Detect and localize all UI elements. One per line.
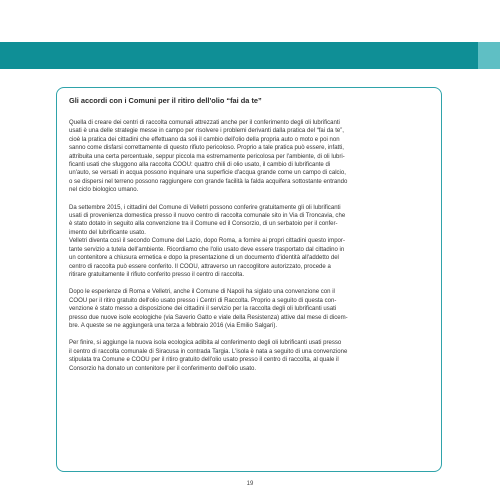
paragraph-line: o se dispersi nel terreno possono raggiungere con grande facilità la falda acquifera sottostante entrando (69, 178, 348, 185)
paragraph-line: Per finire, si aggiunge la nuova isola ecologica adibita al conferimento degli oli lubrificanti usati presso (69, 340, 342, 347)
paragraph (69, 119, 429, 195)
header-band-accent (478, 42, 500, 69)
paragraph-line: attribuita una certa percentuale, seppur piccola ma estremamente pericolosa per l'ambiente, di oli lubri- (69, 153, 345, 160)
info-box (56, 87, 442, 472)
paragraph-line: ritirare gratuitamente il rifiuto conferito presso il centro di raccolta. (69, 271, 245, 278)
paragraph-line: un'auto, se versati in acqua possono inquinare una superficie d'acqua grande come un campo di calcio, (69, 170, 346, 177)
paragraph-line: il centro di raccolta comunale di Siracusa in contrada Targia. L'isola è nata a seguito di una convenzione (69, 348, 348, 355)
paragraph (69, 288, 429, 330)
paragraph-line: Dopo le esperienze di Roma e Velletri, anche il Comune di Napoli ha siglato una convenzione con il (69, 289, 335, 296)
paragraph-line: venzione è stato messo a disposizione dei cittadini il servizio per la raccolta degli oli lubrificanti usati (69, 306, 337, 313)
paragraph-line: stipulata tra Comune e COOU per il ritiro gratuito dell'olio usato presso il centro di raccolta, al quale il (69, 357, 339, 364)
box-body (69, 119, 429, 373)
paragraph-line: è stato dotato in seguito alla convenzione tra il Comune ed il Consorzio, di un serbatoio per il confer- (69, 221, 338, 228)
header-color-band (0, 42, 500, 69)
paragraph-line: bre. A queste se ne aggiungerà una terza a febbraio 2016 (via Emilio Salgari). (69, 322, 278, 329)
paragraph-line: imento del lubrificante usato. (69, 229, 146, 236)
box-title: Gli accordi con i Comuni per il ritiro dell'olio “fai da te” (69, 96, 262, 105)
paragraph-line: COOU per il ritiro gratuito dell'olio usato presso i Centri di Raccolta. Proprio a seguito di questa con- (69, 297, 337, 304)
paragraph (69, 339, 429, 373)
page-number: 19 (246, 481, 254, 487)
paragraph-line: centro di raccolta può essere conferito. Il COOU, attraverso un raccoglitore autorizzato, procede a (69, 263, 331, 270)
paragraph-line: Da settembre 2015, i cittadini del Comune di Velletri possono conferire gratuitamente gli oli lubrificanti (69, 204, 341, 211)
paragraph-line: Consorzio ha donato un contenitore per il conferimento dell'olio usato. (69, 365, 257, 372)
paragraph-line: usati è una delle strategie messe in campo per risolvere i problemi derivanti dalla pratica del “fai da te”, (69, 128, 344, 135)
paragraph-line: tante servizio a tutela dell'ambiente. Ricordiamo che l'olio usato deve essere trasportato dal cittadino in (69, 246, 345, 253)
paragraph-line: Quella di creare dei centri di raccolta comunali attrezzati anche per il conferimento degli oli lubrificanti (69, 120, 340, 126)
paragraph-line: usati di provenienza domestica presso il nuovo centro di raccolta comunale sito in Via di Troncavia, che (69, 213, 346, 220)
paragraph-line: un contenitore a chiusura ermetica e dopo la presentazione di un documento d'identità all'addetto del (69, 255, 339, 262)
paragraph (69, 204, 429, 280)
paragraph-line: cioè la pratica dei cittadini che effettuano da soli il cambio dell'olio della propria auto o moto e poi non (69, 136, 340, 143)
paragraph-line: presso due nuove isole ecologiche (via Saverio Gatto e viale della Resistenza) attive dal mese di dicem- (69, 314, 348, 321)
paragraph-line: sanno come disfarsi correttamente di questo rifiuto pericoloso. Proprio a tale pratica può essere, infatti, (69, 145, 344, 152)
paragraph-line: nel ciclo biologico umano. (69, 187, 139, 194)
paragraph-line: ficanti usati che sfuggono alla raccolta COOU: quattro chili di olio usato, il cambio di lubrificante di (69, 162, 331, 169)
paragraph-line: Velletri diventa così il secondo Comune del Lazio, dopo Roma, a fornire ai propri cittadini questo impor- (69, 238, 345, 245)
